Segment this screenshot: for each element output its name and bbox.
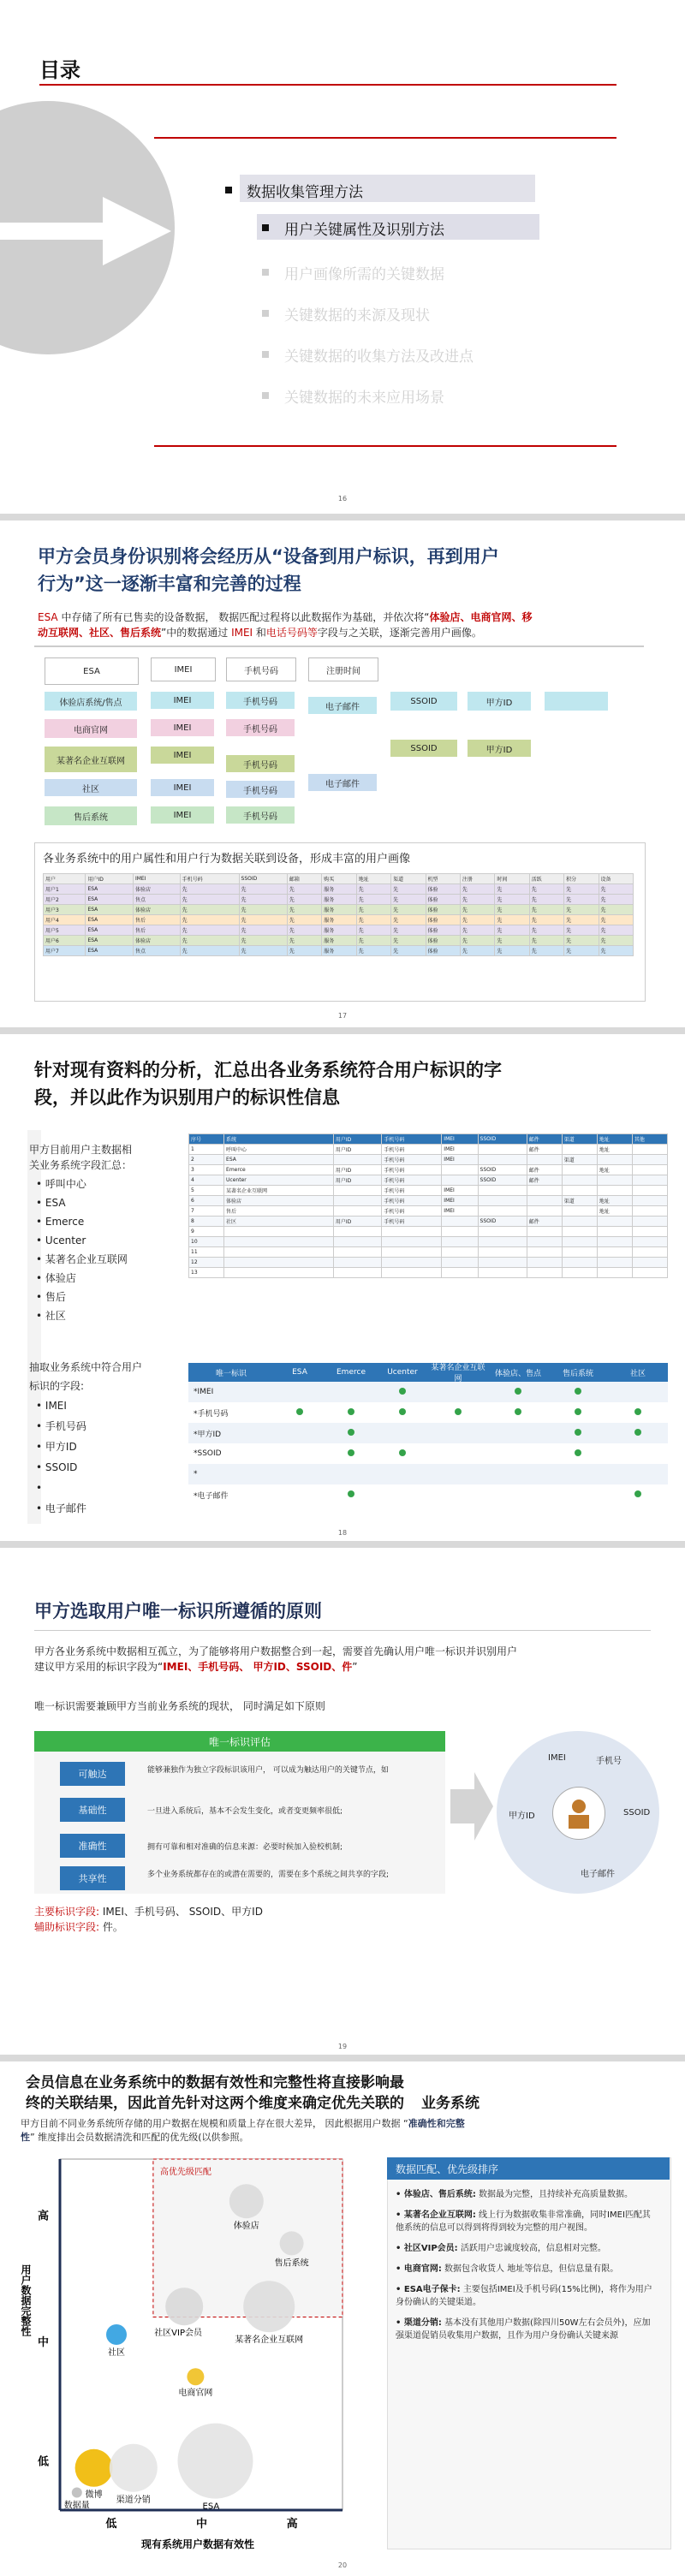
page-number: 19 bbox=[337, 2043, 348, 2050]
x-tick: 中 bbox=[196, 2518, 208, 2531]
page-number: 20 bbox=[337, 2561, 348, 2569]
list-heading: 关业务系统字段汇总： bbox=[29, 1159, 133, 1171]
slide-title: 会员信息在业务系统中的数据有效性和完整性将直接影响最 bbox=[26, 2074, 404, 2091]
mini-table: 用户 用户ID IMEI 手机号码 SSOID 邮箱 购买 地址 渠道 机型 注册 时间 活跃 积分 设备 用户1 ESA 体验店 先 先 先 服务 先 先 体验 先 先 先 先 先 用户2 ESA 售点 先 先 先 服务 先 先 体验 先 先 先 先 先 用户3 ESA 体验店 先 先 先 服务 先 先 体验 先 先 先 先 先 用户4 ESA 售后 先 先 先 服务 先 先 体验 先 先 先 先 先 用户5 ESA 售后 先 先 先 服务 先 先 体验 先 先 先 先 先 用户6 ESA 体验店 先 先 先 服务 先 先 体验 先 先 先 先 先 用户7 ESA 售点 先 先 先 服务 先 先 体验 先 先 先 先 先 bbox=[43, 873, 634, 956]
matrix-cell bbox=[548, 1408, 608, 1418]
matrix-cell bbox=[377, 1449, 428, 1459]
y-tick: 低 bbox=[38, 2455, 50, 2469]
matrix-cell: *IMEI bbox=[194, 1388, 214, 1396]
matrix-cell: * bbox=[194, 1470, 198, 1478]
imei-field: IMEI bbox=[151, 779, 214, 796]
matrix-row bbox=[188, 1402, 668, 1423]
bubble bbox=[187, 2368, 204, 2385]
matrix-row bbox=[188, 1423, 668, 1443]
matrix-header: 体验店、售点 bbox=[494, 1369, 541, 1378]
table-caption: 各业务系统中的用户属性和用户行为数据关联到设备，形成丰富的用户画像 bbox=[43, 853, 411, 866]
arrow-icon bbox=[0, 154, 197, 308]
imei-field: IMEI bbox=[151, 719, 214, 736]
matrix-cell: *SSOID bbox=[194, 1449, 222, 1458]
panel-item: • ESA电子保卡: 主要包括IMEI及手机号码(15%比例)，将作为用户身份确认的关键渠道。 bbox=[396, 2285, 652, 2307]
imei-field: IMEI bbox=[151, 747, 214, 764]
phone-field: 手机号码 bbox=[226, 657, 296, 681]
source-community: 社区 bbox=[45, 779, 137, 796]
bubble bbox=[229, 2184, 264, 2218]
field-summary: 辅助标识字段: 件。 bbox=[34, 1921, 123, 1933]
bubble bbox=[243, 2281, 295, 2332]
bullet bbox=[262, 224, 269, 231]
bubble-label: 电商官网 bbox=[178, 2389, 213, 2399]
partyid-field: 甲方ID bbox=[468, 692, 531, 711]
panel-item: • 某著名企业互联网: 线上行为数据收集非常准确，同时IMEI匹配其他系统的信息可以得到将得到较为完整的用户视图。 bbox=[396, 2210, 651, 2233]
bullet bbox=[262, 351, 269, 358]
slide-title: 段，并以此作为识别用户的标识性信息 bbox=[34, 1087, 340, 1108]
phone-field: 手机号码 bbox=[226, 692, 295, 709]
matrix-cell bbox=[325, 1408, 377, 1418]
toc-item: 关键数据的收集方法及改进点 bbox=[284, 348, 474, 366]
slide-17 bbox=[0, 521, 685, 1027]
matrix-cell bbox=[488, 1388, 548, 1397]
phone-field: 手机号码 bbox=[226, 781, 295, 798]
y-axis-label: 用户数据完整性 bbox=[20, 2264, 32, 2336]
toc-item: 关键数据的来源及现状 bbox=[284, 307, 430, 324]
list-heading: 抽取业务系统中符合用户 bbox=[29, 1361, 143, 1373]
empty-field bbox=[545, 692, 608, 711]
panel-item: • 社区VIP会员: 活跃用户忠诚度较高，信息相对完整。 bbox=[396, 2244, 606, 2253]
check-dot-icon bbox=[634, 1408, 641, 1415]
slide-gap bbox=[0, 1027, 685, 1034]
matrix-header: 某著名企业互联网 bbox=[431, 1364, 485, 1383]
source-esa: ESA bbox=[45, 657, 139, 685]
matrix-row bbox=[188, 1464, 668, 1484]
toc-item: 用户画像所需的关键数据 bbox=[284, 266, 444, 283]
imei-field: IMEI bbox=[151, 806, 214, 824]
slide-title: 甲方选取用户唯一标识所遵循的原则 bbox=[34, 1601, 322, 1621]
field-summary: 主要标识字段: IMEI、手机号码、 SSOID、甲方ID bbox=[34, 1906, 263, 1918]
ssoid-field: SSOID bbox=[390, 740, 457, 757]
bubble bbox=[106, 2324, 127, 2345]
matrix-header: 社区 bbox=[629, 1369, 646, 1378]
bullet bbox=[225, 187, 232, 193]
check-dot-icon bbox=[575, 1429, 581, 1436]
divider bbox=[34, 1630, 651, 1631]
bubble bbox=[280, 2231, 304, 2255]
matrix-cell bbox=[548, 1429, 608, 1438]
matrix-cell: *手机号码 bbox=[194, 1409, 229, 1419]
bubble-label: 社区 bbox=[108, 2348, 125, 2358]
matrix-header: Ucenter bbox=[387, 1368, 418, 1377]
check-dot-icon bbox=[515, 1408, 521, 1415]
bubble-label: 数据量 bbox=[63, 2501, 90, 2511]
slide-18 bbox=[0, 1034, 685, 1541]
slide-title: 针对现有资料的分析，汇总出各业务系统符合用户标识的字 bbox=[34, 1060, 502, 1080]
matrix-cell bbox=[325, 1449, 377, 1459]
matrix-row bbox=[188, 1484, 668, 1505]
matrix-cell bbox=[608, 1490, 668, 1500]
source-ecommerce: 电商官网 bbox=[45, 719, 137, 738]
check-dot-icon bbox=[348, 1449, 354, 1456]
criteria-label: 共享性 bbox=[60, 1866, 125, 1890]
bubble-label: 微博 bbox=[85, 2490, 103, 2500]
criteria-label: 基础性 bbox=[60, 1798, 125, 1822]
bubble-label: 售后系统 bbox=[274, 2258, 309, 2269]
phone-field: 手机号码 bbox=[226, 806, 295, 824]
criteria-label: 可触达 bbox=[60, 1762, 125, 1786]
check-dot-icon bbox=[348, 1490, 354, 1497]
divider bbox=[34, 645, 644, 647]
slide-title: 行为”这一逐渐丰富和完善的过程 bbox=[38, 574, 301, 594]
bubble-label: 某著名企业互联网 bbox=[235, 2335, 304, 2346]
source-store: 体验店系统/售点 bbox=[45, 692, 137, 711]
paragraph: 甲方目前不同业务系统所存储的用户数据在规模和质量上存在很大差异， 因此根据用户数据 “准确性和完整 bbox=[21, 2118, 465, 2129]
matrix-cell bbox=[377, 1408, 428, 1418]
matrix-cell bbox=[377, 1388, 428, 1397]
bubble bbox=[75, 2449, 113, 2487]
arrow-right-icon bbox=[450, 1772, 493, 1841]
wheel-label: IMEI bbox=[548, 1753, 566, 1763]
matrix-cell bbox=[325, 1490, 377, 1500]
email-field: 电子邮件 bbox=[308, 697, 377, 714]
matrix-header: 售后系统 bbox=[562, 1369, 593, 1378]
page-number: 18 bbox=[337, 1529, 348, 1537]
matrix-cell: *电子邮件 bbox=[194, 1491, 229, 1501]
source-internet: 某著名企业互联网 bbox=[45, 747, 137, 772]
slide-title: 甲方会员身份识别将会经历从“设备到用户标识，再到用户 bbox=[38, 546, 499, 567]
slide-16 bbox=[0, 0, 685, 514]
field-table: 序号 系统 用户ID 手机号码 IMEI SSOID 邮件 渠道 地址 其他 1 呼叫中心 用户ID 手机号码 IMEI 邮件 地址 2 ESA 手机号码 IMEI 渠道 3 Emerce 用户ID 手机号码 SSOID 邮件 地址 4 Ucenter 用户ID 手机号码 SSOID 邮件 5 某著名企业互联网 手机号码 IMEI 6 体验店 手机号码 IMEI 渠道 地址 7 售后 手机号码 IMEI 地址 8 社区 用户ID 手机号码 SSOID 邮件 9 10 11 12 13 bbox=[188, 1133, 668, 1278]
check-dot-icon bbox=[575, 1449, 581, 1456]
intro-text: ESA 中存储了所有已售卖的设备数据， 数据匹配过程将以此数据作为基础，并依次将“体验店、电商官网、移 bbox=[38, 611, 533, 623]
toc-item: 关键数据的未来应用场景 bbox=[284, 390, 444, 407]
panel-list bbox=[396, 2188, 658, 2350]
bubble-label: 社区VIP会员 bbox=[154, 2329, 203, 2339]
matrix-row bbox=[188, 1443, 668, 1464]
matrix-header: 唯一标识 bbox=[215, 1369, 247, 1378]
wheel-label: 甲方ID bbox=[509, 1812, 535, 1821]
divider bbox=[154, 445, 616, 447]
matrix-cell bbox=[274, 1408, 325, 1418]
check-dot-icon bbox=[575, 1388, 581, 1395]
bubble-label: ESA bbox=[202, 2502, 220, 2512]
slide-title: 目录 bbox=[39, 58, 80, 82]
wheel-label: 电子邮件 bbox=[581, 1870, 615, 1879]
bubble bbox=[165, 2287, 203, 2325]
criteria-desc: 一旦进入系统后，基本不会发生变化，或者变更频率很低; bbox=[147, 1807, 343, 1816]
wheel-label: 手机号 bbox=[596, 1757, 622, 1766]
bubble bbox=[72, 2488, 82, 2498]
matrix-cell bbox=[608, 1429, 668, 1438]
source-aftersales: 售后系统 bbox=[45, 806, 137, 825]
y-tick: 中 bbox=[38, 2336, 50, 2350]
toc-item: 用户关键属性及识别方法 bbox=[284, 222, 444, 239]
phone-field: 手机号码 bbox=[226, 719, 295, 736]
check-dot-icon bbox=[634, 1490, 641, 1497]
criteria-desc: 多个业务系统都存在的或潜在需要的，需要在多个系统之间共享的字段; bbox=[147, 1871, 390, 1879]
bubble-label: 体验店 bbox=[233, 2222, 259, 2232]
paragraph: 建议甲方采用的标识字段为“IMEI、手机号码、 甲方ID、SSOID、件” bbox=[34, 1661, 358, 1673]
sub-text: 唯一标识需要兼顾甲方当前业务系统的现状， 同时满足如下原则 bbox=[34, 1700, 325, 1712]
x-tick: 低 bbox=[105, 2518, 117, 2531]
bullet bbox=[262, 392, 269, 399]
check-dot-icon bbox=[348, 1429, 354, 1436]
eval-title: 唯一标识评估 bbox=[34, 1731, 445, 1752]
matrix-cell bbox=[548, 1388, 608, 1397]
matrix-cell: *甲方ID bbox=[194, 1430, 222, 1439]
x-axis-label: 现有系统用户数据有效性 bbox=[141, 2538, 255, 2550]
slide-19 bbox=[0, 1548, 685, 2055]
ssoid-field: SSOID bbox=[390, 692, 457, 711]
toc-item: 数据收集管理方法 bbox=[247, 184, 363, 201]
regtime-field: 注册时间 bbox=[308, 657, 378, 681]
imei-field: IMEI bbox=[151, 657, 216, 681]
email-field: 电子邮件 bbox=[308, 774, 377, 791]
bullet bbox=[262, 310, 269, 317]
matrix-cell bbox=[488, 1408, 548, 1418]
list-heading: 甲方目前用户主数据相 bbox=[29, 1144, 133, 1156]
paragraph: 甲方各业务系统中数据相互孤立，为了能够将用户数据整合到一起，需要首先确认用户唯一标识并识别用户 bbox=[34, 1645, 518, 1657]
phone-field: 手机号码 bbox=[226, 755, 295, 772]
matrix-header: ESA bbox=[292, 1368, 307, 1377]
identity-matrix bbox=[188, 1363, 668, 1517]
check-dot-icon bbox=[399, 1388, 406, 1395]
criteria-desc: 拥有可靠和相对准确的信息来源：必要时候加入验校机制; bbox=[147, 1843, 343, 1852]
system-list: • 呼叫中心 • ESA • Emerce • Ucenter • 某著名企业互联网 • 体验店 • 售后 • 社区 bbox=[36, 1178, 128, 1322]
bubble-label: 渠道分销 bbox=[116, 2495, 151, 2505]
check-dot-icon bbox=[455, 1408, 462, 1415]
check-dot-icon bbox=[296, 1408, 303, 1415]
divider bbox=[39, 84, 616, 86]
matrix-header: Emerce bbox=[337, 1368, 366, 1377]
slide-title: 终的关联结果，因此首先针对这两个维度来确定优先关联的 业务系统 bbox=[26, 2095, 480, 2112]
matrix-cell bbox=[325, 1429, 377, 1438]
y-tick: 高 bbox=[38, 2210, 50, 2223]
criteria-desc: 能够兼独作为独立字段标识该用户， 可以成为触达用户的关键节点，如 bbox=[147, 1766, 389, 1775]
panel-item: • 电商官网: 数据包含收货人 地址等信息，但信息量有限。 bbox=[396, 2264, 619, 2274]
slide-gap bbox=[0, 2055, 685, 2061]
priority-chart bbox=[17, 2151, 377, 2553]
intro-text: 动互联网、社区、售后系统”中的数据通过 IMEI 和电话号码等字段与之关联，逐渐完善用户画像。 bbox=[38, 627, 482, 639]
bullet bbox=[262, 269, 269, 276]
matrix-row bbox=[188, 1382, 668, 1402]
check-dot-icon bbox=[348, 1408, 354, 1415]
x-tick: 高 bbox=[286, 2518, 298, 2531]
imei-field: IMEI bbox=[151, 692, 214, 709]
slide-gap bbox=[0, 514, 685, 521]
partyid-field: 甲方ID bbox=[468, 740, 531, 757]
check-dot-icon bbox=[634, 1429, 641, 1436]
bubble bbox=[178, 2424, 253, 2499]
page-number: 16 bbox=[337, 495, 348, 503]
slide-20 bbox=[0, 2061, 685, 2576]
matrix-cell bbox=[428, 1408, 488, 1418]
user-icon bbox=[552, 1787, 605, 1840]
field-list: • IMEI • 手机号码 • 甲方ID • SSOID • • 电子邮件 bbox=[36, 1400, 86, 1514]
list-heading: 标识的字段: bbox=[29, 1380, 85, 1392]
criteria-label: 准确性 bbox=[60, 1834, 125, 1858]
slide-gap bbox=[0, 1541, 685, 1548]
check-dot-icon bbox=[399, 1449, 406, 1456]
matrix-cell bbox=[548, 1449, 608, 1459]
check-dot-icon bbox=[515, 1388, 521, 1395]
panel-item: • 体验店、售后系统: 数据最为完整，且持续补充高质量数据。 bbox=[396, 2190, 634, 2199]
bubble bbox=[110, 2444, 158, 2492]
panel-title: 数据匹配、优先级排序 bbox=[387, 2157, 670, 2180]
panel-item: • 渠道分销: 基本没有其他用户数据(除四川50W左右会员外)，应加强渠道促销员收集用户数据，且作为用户身份确认关键来源 bbox=[396, 2318, 651, 2341]
divider bbox=[154, 137, 616, 139]
paragraph: 性” 维度排出会员数据清洗和匹配的优先级(以供参照。 bbox=[21, 2132, 249, 2143]
check-dot-icon bbox=[399, 1408, 406, 1415]
check-dot-icon bbox=[575, 1408, 581, 1415]
matrix-cell bbox=[608, 1408, 668, 1418]
quadrant-label: 高优先级匹配 bbox=[159, 2168, 211, 2177]
wheel-label: SSOID bbox=[623, 1808, 651, 1817]
page-number: 17 bbox=[337, 1012, 348, 1020]
